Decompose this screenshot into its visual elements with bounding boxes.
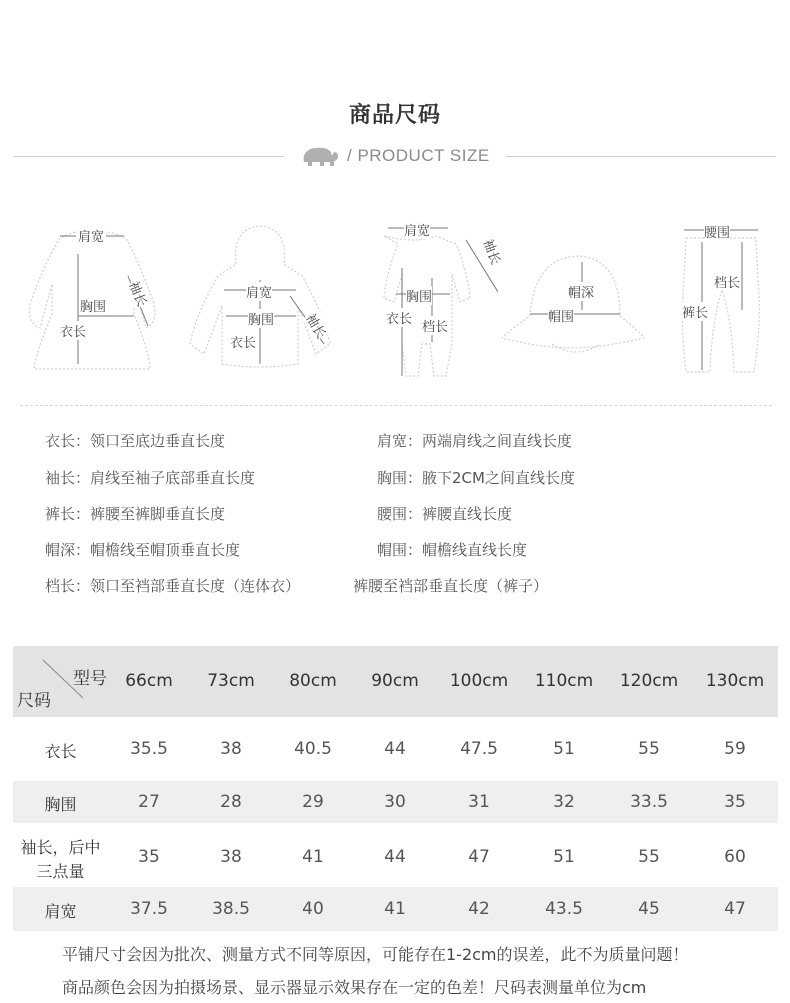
table-cell: 32 bbox=[553, 792, 575, 812]
pants-length-label: 裤长 bbox=[682, 302, 708, 321]
row-label: 胸围 bbox=[44, 795, 77, 814]
table-cell: 31 bbox=[468, 792, 490, 812]
row-label: 衣长 bbox=[44, 742, 77, 761]
table-cell: 47 bbox=[468, 847, 490, 867]
column-header: 80cm bbox=[289, 671, 337, 691]
def-pants-length bbox=[45, 503, 225, 524]
table-cell: 35 bbox=[724, 792, 746, 812]
table-cell: 40.5 bbox=[294, 739, 332, 759]
table-cell: 38.5 bbox=[212, 899, 250, 919]
table-header bbox=[13, 646, 778, 717]
table-cell: 44 bbox=[384, 739, 406, 759]
def-term: 裤长： bbox=[45, 505, 91, 523]
def-desc: 裤腰至裤脚垂直长度 bbox=[90, 505, 226, 523]
def-desc: 帽檐线至帽顶垂直长度 bbox=[90, 541, 241, 559]
def-desc: 裤腰直线长度 bbox=[422, 505, 513, 523]
def-term: 肩宽： bbox=[377, 432, 423, 450]
dress-length-label: 衣长 bbox=[60, 321, 86, 340]
row-label: 肩宽 bbox=[44, 902, 77, 921]
dress-sleeve-label: 袖长 bbox=[125, 278, 152, 309]
dress-shoulder-label: 肩宽 bbox=[76, 226, 106, 245]
table-cell: 29 bbox=[302, 792, 324, 812]
column-header: 120cm bbox=[619, 671, 679, 691]
def-desc: 领口至裆部垂直长度（连体衣） bbox=[90, 577, 301, 595]
romper-diagram bbox=[356, 214, 506, 382]
table-cell: 43.5 bbox=[545, 899, 583, 919]
section-divider bbox=[20, 405, 772, 406]
def-term: 袖长： bbox=[45, 469, 91, 487]
table-cell: 38 bbox=[220, 847, 242, 867]
subtitle-row bbox=[0, 142, 790, 172]
table-cell: 47.5 bbox=[460, 739, 498, 759]
table-cell: 55 bbox=[638, 847, 660, 867]
def-rise-romper bbox=[45, 575, 300, 596]
table-cell: 30 bbox=[384, 792, 406, 812]
divider-left bbox=[14, 156, 284, 157]
table-cell: 47 bbox=[724, 899, 746, 919]
def-desc: 两端肩线之间直线长度 bbox=[422, 432, 573, 450]
table-cell: 45 bbox=[638, 899, 660, 919]
column-header: 100cm bbox=[449, 671, 509, 691]
def-waist bbox=[377, 503, 512, 524]
def-sleeve bbox=[45, 467, 255, 488]
table-cell: 38 bbox=[220, 739, 242, 759]
def-term: 腰围： bbox=[377, 505, 423, 523]
page-title: 商品尺码 bbox=[348, 103, 441, 128]
def-desc: 帽檐线直线长度 bbox=[422, 541, 528, 559]
table-cell: 41 bbox=[302, 847, 324, 867]
pants-outline bbox=[672, 220, 772, 380]
size-diagrams bbox=[0, 212, 790, 387]
column-header: 130cm bbox=[705, 671, 765, 691]
def-rise-pants bbox=[353, 575, 548, 596]
def-desc: 腋下2CM之间直线长度 bbox=[422, 469, 575, 487]
table-cell: 44 bbox=[384, 847, 406, 867]
table-row bbox=[13, 887, 778, 931]
header-model-label: 型号 bbox=[73, 669, 107, 689]
def-length bbox=[45, 430, 225, 451]
divider-right bbox=[506, 156, 776, 157]
table-cell: 28 bbox=[220, 792, 242, 812]
table-cell: 60 bbox=[724, 847, 746, 867]
def-chest bbox=[377, 467, 575, 488]
jacket-length-label: 衣长 bbox=[230, 332, 256, 351]
header-size-label: 尺码 bbox=[17, 691, 51, 711]
disclaimer-note: 平铺尺寸会因为批次、测量方式不同等原因，可能存在1-2cm的误差，此不为质量问题！ bbox=[62, 945, 689, 964]
def-term: 帽深： bbox=[45, 541, 91, 559]
pants-diagram bbox=[672, 220, 772, 380]
romper-rise-label: 档长 bbox=[422, 316, 448, 335]
def-desc: 裤腰至裆部垂直长度（裤子） bbox=[353, 577, 549, 595]
pants-rise-label: 档长 bbox=[714, 272, 740, 291]
def-shoulder bbox=[377, 430, 572, 451]
jacket-outline bbox=[184, 224, 336, 379]
def-term: 档长： bbox=[45, 577, 91, 595]
row-label: 袖长，后中 bbox=[20, 838, 101, 857]
elephant-icon bbox=[298, 142, 342, 170]
def-term: 帽围： bbox=[377, 541, 423, 559]
table-row bbox=[13, 781, 778, 823]
column-header: 110cm bbox=[534, 671, 594, 691]
hat-circumference-label: 帽围 bbox=[548, 306, 574, 325]
page-subtitle: / PRODUCT SIZE bbox=[347, 146, 490, 165]
jacket-sleeve-label: 袖长 bbox=[302, 309, 331, 341]
pants-waist-label: 腰围 bbox=[704, 222, 730, 241]
table-row bbox=[13, 717, 778, 781]
def-desc: 肩线至袖子底部垂直长度 bbox=[90, 469, 256, 487]
table-cell: 51 bbox=[553, 739, 575, 759]
color-note: 商品颜色会因为拍摄场景、显示器显示效果存在一定的色差！尺码表测量单位为cm bbox=[62, 978, 647, 997]
table-row bbox=[13, 823, 778, 887]
table-cell: 35.5 bbox=[130, 739, 168, 759]
table-cell: 33.5 bbox=[630, 792, 668, 812]
hat-depth-label: 帽深 bbox=[568, 282, 594, 301]
hat-diagram bbox=[500, 252, 648, 362]
romper-length-label: 衣长 bbox=[386, 308, 412, 327]
table-cell: 59 bbox=[724, 739, 746, 759]
jacket-chest-label: 胸围 bbox=[248, 309, 274, 328]
def-term: 胸围： bbox=[377, 469, 423, 487]
table-cell: 51 bbox=[553, 847, 575, 867]
def-term: 衣长： bbox=[45, 432, 91, 450]
table-cell: 27 bbox=[138, 792, 160, 812]
column-header: 90cm bbox=[371, 671, 419, 691]
table-cell: 40 bbox=[302, 899, 324, 919]
column-header: 66cm bbox=[125, 671, 173, 691]
jacket-shoulder-label: 肩宽 bbox=[246, 282, 272, 301]
dress-chest-label: 胸围 bbox=[80, 296, 106, 315]
table-cell: 41 bbox=[384, 899, 406, 919]
table-cell: 35 bbox=[138, 847, 160, 867]
jacket-diagram bbox=[184, 224, 336, 379]
table-cell: 55 bbox=[638, 739, 660, 759]
romper-shoulder-label: 肩宽 bbox=[404, 220, 430, 239]
row-label-line2: 三点量 bbox=[36, 862, 85, 881]
def-hat-depth bbox=[45, 539, 240, 560]
table-cell: 42 bbox=[468, 899, 490, 919]
table-cell: 37.5 bbox=[130, 899, 168, 919]
romper-chest-label: 胸围 bbox=[406, 286, 432, 305]
def-hat-circumference bbox=[377, 539, 527, 560]
romper-sleeve-label: 袖长 bbox=[479, 237, 503, 267]
column-header: 73cm bbox=[207, 671, 255, 691]
dress-diagram bbox=[22, 224, 162, 379]
def-desc: 领口至底边垂直长度 bbox=[90, 432, 226, 450]
